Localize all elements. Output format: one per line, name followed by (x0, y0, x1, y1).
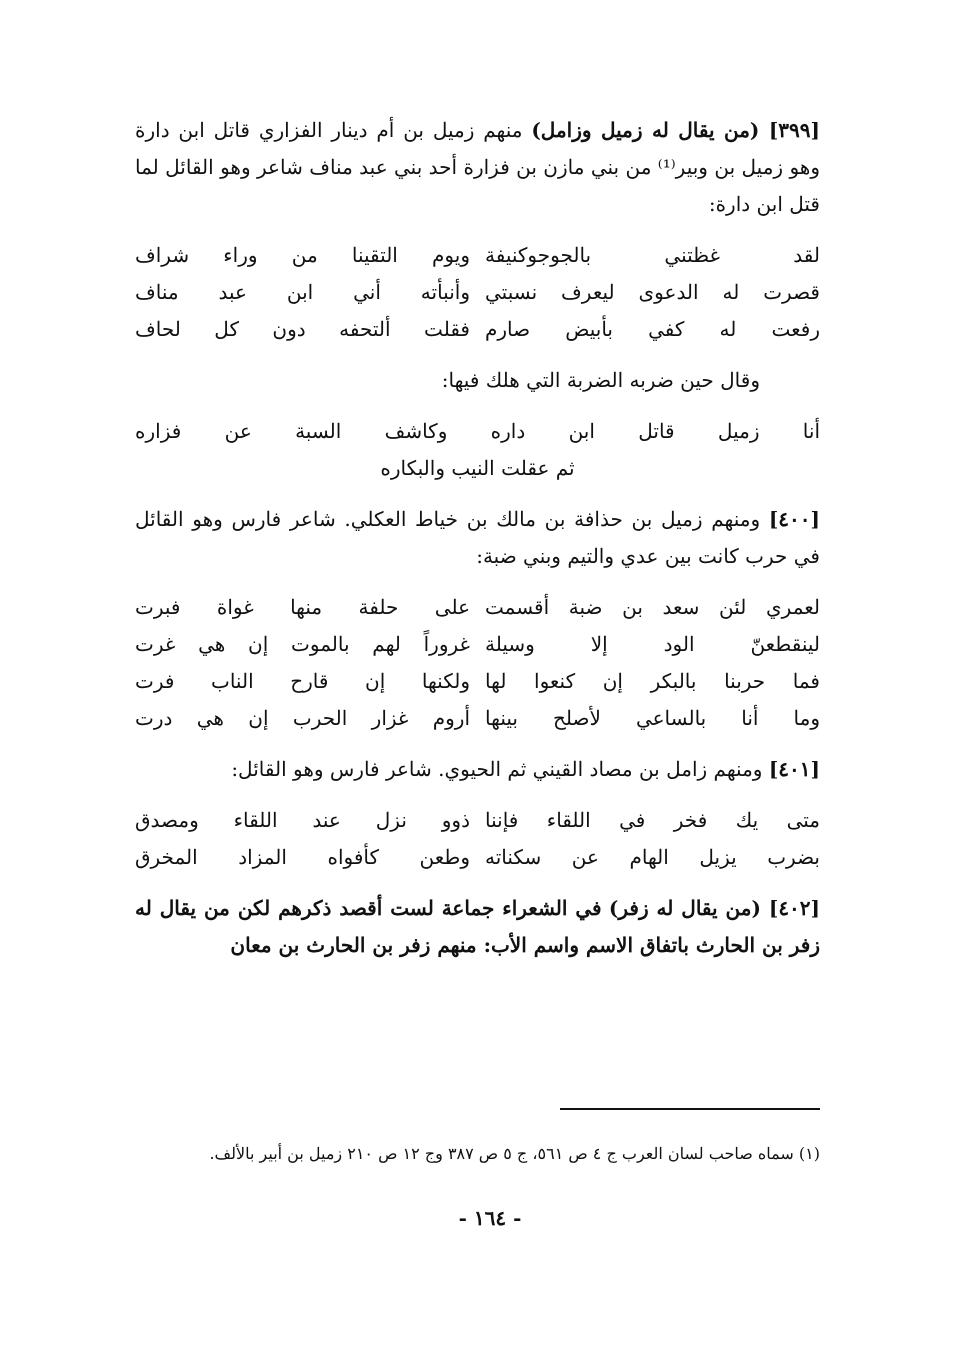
entry-402-paragraph (135, 890, 820, 964)
verse-hemistich-right: بضرب يزيل الهام عن سكناته (485, 845, 820, 869)
verse-hemistich-right: لينقطعنّ الود إلا وسيلة (485, 632, 820, 656)
entry-402-text: في الشعراء جماعة لست أقصد ذكرهم لكن من يقال له زفر بن الحارث باتفاق الاسم واسم الأب: منهم زفر بن الحارث بن معان (135, 896, 820, 957)
verse-line (135, 311, 820, 348)
verse-hemistich-right: رفعت له كفي بأبيض صارم (485, 317, 820, 341)
entry-401-text: ومنهم زامل بن مصاد القيني ثم الحيوي. شاعر فارس وهو القائل: (231, 757, 763, 781)
verse-hemistich-right: لعمري لئن سعد بن ضبة أقسمت (485, 595, 820, 619)
verse-intro: وقال حين ضربه الضربة التي هلك فيها: (441, 368, 760, 392)
footnote: (١) سماه صاحب لسان العرب ج ٤ ص ٥٦١، ج ٥ ص ٣٨٧ وج ١٢ ص ٢١٠ زميل بن أبير بالألف. (209, 1144, 820, 1163)
entry-399-heading: [٣٩٩] (من يقال له زميل وزامل) (531, 118, 820, 142)
verse-hemistich-left: فقلت ألتحفه دون كل لحاف (135, 317, 470, 341)
entry-400-heading: [٤٠٠] (768, 507, 820, 531)
entry-399-text: منهم زميل بن أم دينار الفزاري قاتل ابن دارة وهو زميل بن وبير⁽¹⁾ من بني مازن بن فزارة أحد بني عبد مناف شاعر وهو القائل لما قتل ابن دارة: (135, 118, 820, 216)
verse-hemistich-left: وطعن كأفواه المزاد المخرق (135, 845, 470, 869)
entry-401-heading: [٤٠١] (768, 757, 820, 781)
verse-hemistich-right: فما حربنا بالبكر إن كنعوا لها (485, 669, 820, 693)
verse-hemistich-right: لقد غظتني بالجوجوكنيفة (485, 243, 820, 267)
page-body (135, 112, 820, 964)
entry-400-paragraph (135, 501, 820, 575)
verse-hemistich-left: وأنبأته أني ابن عبد مناف (135, 280, 470, 304)
verse-line (135, 802, 820, 839)
verse-hemistich-right: متى يك فخر في اللقاء فإننا (485, 808, 820, 832)
verse-centered-line: ثم عقلت النيب والبكاره (380, 456, 575, 480)
entry-402-heading: [٤٠٢] (من يقال له زفر) (608, 896, 821, 920)
verse-line (135, 839, 820, 876)
verse-hemistich-left: ذوو نزل عند اللقاء ومصدق (135, 808, 470, 832)
entry-399-paragraph (135, 112, 820, 223)
verse-hemistich-left: ويوم التقينا من وراء شراف (135, 243, 470, 267)
page-number: - ١٦٤ - (458, 1206, 522, 1230)
verse-hemistich-left: ولكنها إن قارح الناب فرت (135, 669, 470, 693)
verse-full-line: أنا زميل قاتل ابن داره وكاشف السبة عن فزاره (135, 419, 820, 443)
verse-line (135, 589, 820, 626)
verse-line (135, 274, 820, 311)
verse-hemistich-right: قصرت له الدعوى ليعرف نسبتي (485, 280, 820, 304)
verse-hemistich-right: وما أنا بالساعي لأصلح بينها (485, 706, 820, 730)
verse-hemistich-left: أروم غزار الحرب إن هي درت (135, 706, 470, 730)
verse-line (135, 700, 820, 737)
verse-line (135, 237, 820, 274)
entry-401-paragraph (135, 751, 820, 788)
verse-line (135, 413, 820, 450)
verse-line (135, 663, 820, 700)
verse-hemistich-left: على حلفة منها غواة فبرت (135, 595, 470, 619)
verse-line (135, 626, 820, 663)
entry-400-text: ومنهم زميل بن حذافة بن مالك بن خياط العكلي. شاعر فارس وهو القائل في حرب كانت بين عدي والتيم وبني ضبة: (135, 507, 820, 568)
verse-hemistich-left: غروراً لهم بالموت إن هي غرت (135, 632, 470, 656)
footnote-separator (560, 1108, 820, 1110)
